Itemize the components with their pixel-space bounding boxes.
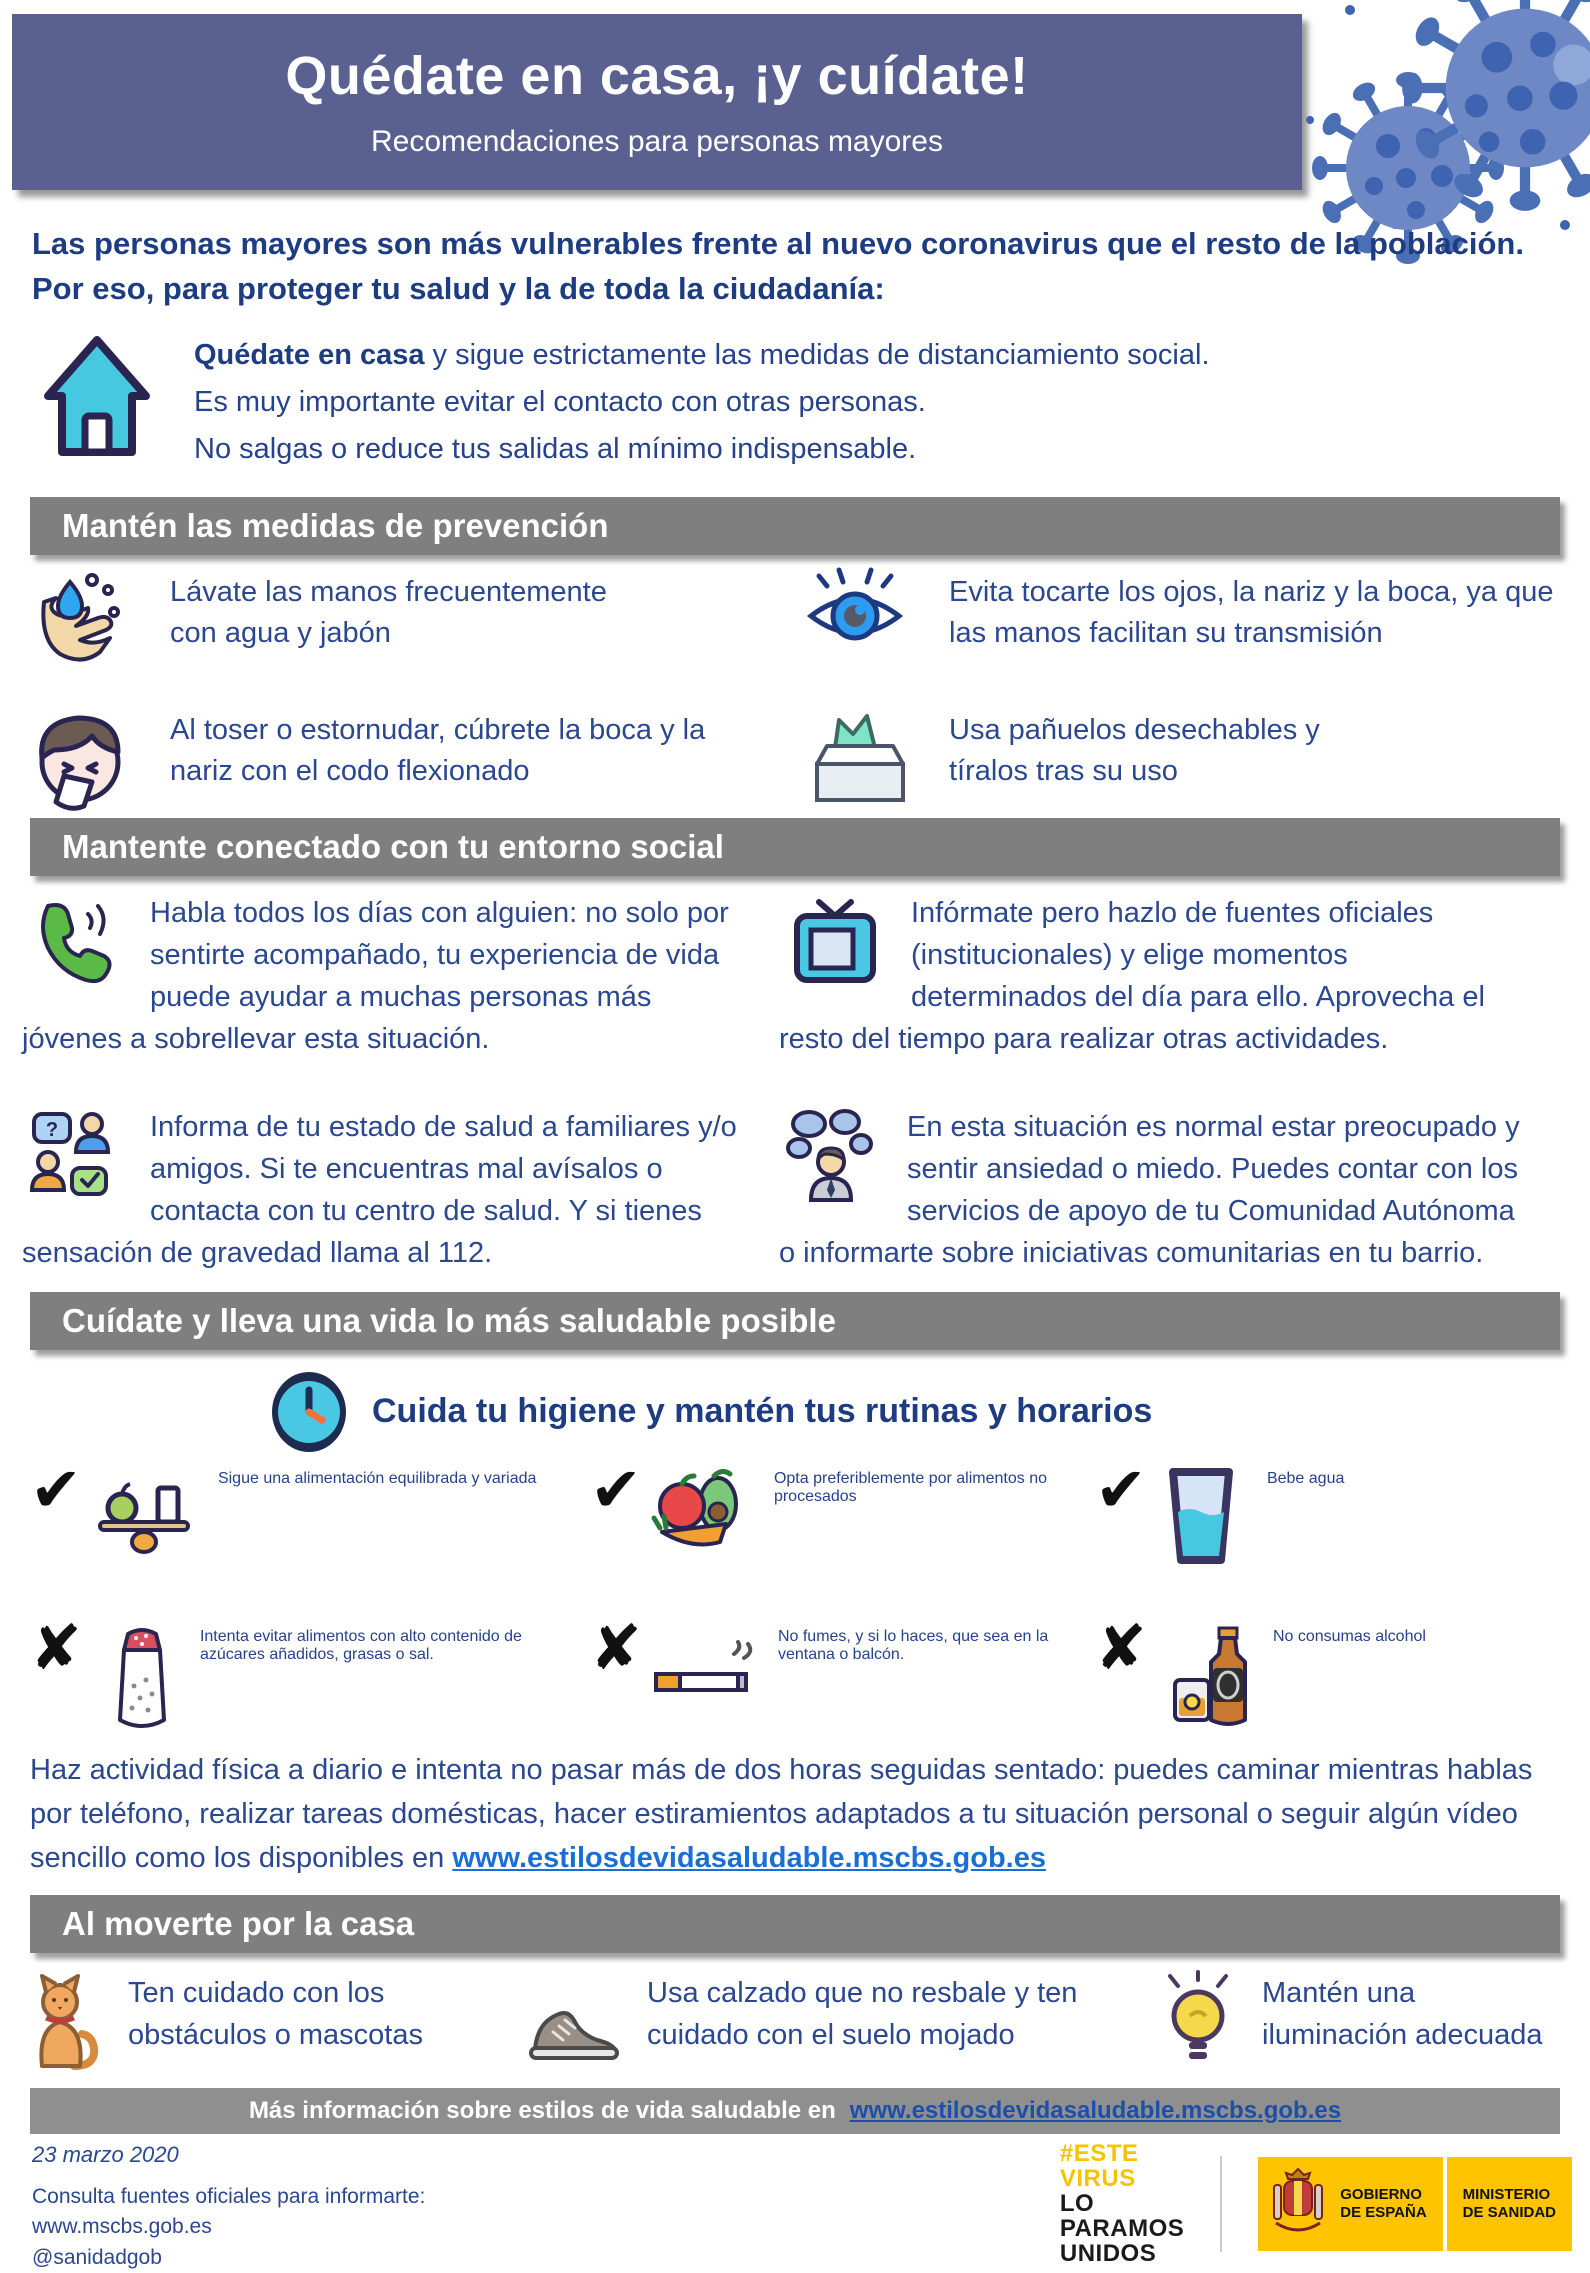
social-item-text: Habla todos los días con alguien: no solo por sentirte acompañado, tu experiencia de vida puede ayudar a muchas personas más jóvenes a sobrellevar esta situación. — [22, 897, 729, 1056]
campaign-line: #ESTE — [1059, 2140, 1139, 2167]
footer-logos — [1060, 2142, 1572, 2267]
check-item-no-smoking — [590, 1611, 1095, 1734]
healthy-lifestyle-link[interactable]: www.estilosdevidasaludable.mscbs.gob.es — [452, 1842, 1046, 1875]
cat-icon — [30, 1972, 102, 2072]
svg-text:?: ? — [45, 1119, 59, 1142]
campaign-line: PARAMOS — [1059, 2214, 1185, 2242]
footer-sources — [32, 2142, 1060, 2273]
prevention-item-wash-hands — [30, 572, 805, 668]
more-info-text: Más información sobre estilos de vida saludable en — [248, 2097, 836, 2124]
moving-item-text: Ten cuidado con los obstáculos o mascotas — [128, 1977, 423, 2052]
campaign-line: UNIDOS — [1059, 2239, 1157, 2267]
check-item-no-alcohol — [1095, 1611, 1565, 1734]
footer-consult: Consulta fuentes oficiales para informarte: — [32, 2185, 426, 2208]
stay-home-line1: y sigue estrictamente las medidas de distanciamiento social. — [424, 339, 1210, 371]
moving-item-lighting — [1160, 1972, 1575, 2072]
cross-icon: ✘ — [590, 1611, 642, 1684]
section-title-social: Mantente conectado con tu entorno social — [30, 818, 1560, 876]
section-title-healthy: Cuídate y lleva una vida lo más saludable posible — [30, 1292, 1560, 1350]
alcohol-icon — [1167, 1624, 1251, 1734]
lightbulb-icon — [1160, 1972, 1236, 2072]
check-item-avoid-sugar-fat-salt — [30, 1611, 590, 1734]
stay-home-text — [194, 332, 1210, 473]
prevention-item-text: Lávate las manos frecuentemente con agua y jabón — [170, 576, 607, 649]
ministry-name-line: DE SANIDAD — [1462, 2204, 1556, 2222]
social-item-text: Informa de tu estado de salud a familiares y/o amigos. Si te encuentras mal avísalos o contacta con tu centro de salud. Y si tienes sensación de gravedad llama al 112. — [22, 1111, 737, 1270]
fruits-icon — [652, 1466, 752, 1566]
intro-paragraph: Las personas mayores son más vulnerables frente al nuevo coronavirus que el resto de la población. Por eso, para proteger tu salud y la de toda la ciudadanía: — [32, 226, 1524, 306]
moving-item-text: Mantén una iluminación adecuada — [1262, 1977, 1543, 2052]
stay-home-line2: Es muy importante evitar el contacto con otras personas. — [194, 385, 926, 418]
cross-icon: ✘ — [1095, 1611, 1147, 1684]
people-chat-icon — [30, 1110, 122, 1202]
check-item-text: Opta preferiblemente por alimentos no procesados — [773, 1470, 1047, 1505]
cross-icon: ✘ — [30, 1611, 82, 1684]
check-item-drink-water — [1095, 1453, 1565, 1566]
tissue-box-icon — [805, 706, 905, 806]
moving-section — [30, 1972, 1575, 2072]
ministry-name-line: MINISTERIO — [1462, 2185, 1551, 2203]
moving-item-obstacles — [30, 1972, 525, 2072]
check-item-text: Bebe agua — [1266, 1470, 1345, 1487]
water-glass-icon — [1157, 1466, 1245, 1566]
footer-website: www.mscbs.gob.es — [32, 2215, 212, 2239]
footer — [32, 2142, 1572, 2273]
prevention-item-tissues — [805, 710, 1575, 810]
hygiene-heading: Cuida tu higiene y mantén tus rutinas y horarios — [372, 1391, 1153, 1430]
check-item-text: No consumas alcohol — [1272, 1628, 1426, 1645]
social-item-talk-daily — [22, 892, 737, 1060]
check-item-text: Sigue una alimentación equilibrada y variada — [217, 1470, 537, 1487]
shoe-icon — [525, 1998, 621, 2064]
spain-coat-of-arms-icon — [1270, 2167, 1326, 2241]
page-title: Quédate en casa, ¡y cuídate! — [285, 46, 1029, 106]
social-section — [22, 892, 1524, 1274]
campaign-line: VIRUS — [1059, 2164, 1136, 2192]
stay-home-line3: No salgas o reduce tus salidas al mínimo indispensable. — [194, 432, 917, 465]
social-item-anxiety-support — [779, 1106, 1524, 1274]
campaign-line: LO — [1059, 2189, 1095, 2217]
cigarette-icon — [652, 1640, 756, 1710]
moving-item-footwear — [525, 1972, 1160, 2072]
footer-divider — [1220, 2156, 1222, 2252]
healthy-checklist — [30, 1453, 1575, 1734]
government-name — [1340, 2186, 1426, 2224]
phone-icon — [30, 896, 122, 988]
check-item-text: No fumes, y si lo haces, que sea en la ventana o balcón. — [777, 1628, 1049, 1663]
coronavirus-icon — [1290, 0, 1590, 238]
hygiene-heading-block — [268, 1368, 1152, 1454]
check-item-unprocessed-food — [590, 1453, 1095, 1566]
social-item-text: Infórmate pero hazlo de fuentes oficiales (institucionales) y elige momentos determinados del día para ello. Aprovecha el resto del tiempo para realizar otras actividades. — [779, 897, 1485, 1056]
sneeze-icon — [30, 706, 130, 810]
prevention-grid — [30, 572, 1575, 810]
more-info-bar — [30, 2088, 1560, 2134]
clock-icon — [268, 1368, 350, 1454]
prevention-item-avoid-touching — [805, 572, 1575, 668]
worried-person-icon — [787, 1110, 879, 1202]
check-item-balanced-diet — [30, 1453, 590, 1566]
handwash-icon — [30, 568, 130, 668]
page-subtitle: Recomendaciones para personas mayores — [371, 125, 943, 158]
stay-home-bold: Quédate en casa — [194, 339, 425, 371]
ministry-name — [1463, 2186, 1556, 2224]
stay-home-block — [38, 332, 1210, 473]
activity-paragraph — [30, 1748, 1570, 1880]
balance-scale-icon — [92, 1466, 196, 1566]
social-item-inform-family — [22, 1106, 737, 1274]
prevention-item-text: Evita tocarte los ojos, la nariz y la boca, ya que las manos facilitan su transmisión — [949, 576, 1554, 649]
salt-shaker-icon — [106, 1624, 178, 1734]
tv-icon — [787, 896, 883, 988]
prevention-item-text: Al toser o estornudar, cúbrete la boca y la nariz con el codo flexionado — [170, 714, 706, 787]
more-info-link[interactable]: www.estilosdevidasaludable.mscbs.gob.es — [849, 2097, 1342, 2124]
footer-handle: @sanidadgob — [32, 2245, 162, 2269]
header-banner — [12, 14, 1302, 190]
government-name-line: DE ESPAÑA — [1340, 2204, 1427, 2222]
social-item-text: En esta situación es normal estar preocupado y sentir ansiedad o miedo. Puedes contar con los servicios de apoyo de tu Comunidad Autónoma o informarte sobre iniciativas comunitarias en tu barrio. — [779, 1111, 1520, 1270]
check-icon: ✔ — [1095, 1453, 1147, 1526]
house-icon — [38, 332, 156, 473]
government-name-line: GOBIERNO — [1340, 2185, 1422, 2203]
section-title-prevention: Mantén las medidas de prevención — [30, 497, 1560, 555]
check-icon: ✔ — [590, 1453, 642, 1526]
activity-text: Haz actividad física a diario e intenta no pasar más de dos horas seguidas sentado: puedes caminar mientras hablas por teléfono, realizar tareas domésticas, hacer estiramientos adaptados a tu situación personal o seguir algún vídeo sencillo como los disponibles en — [30, 1754, 1533, 1875]
eye-icon — [805, 568, 905, 658]
prevention-item-cover-cough — [30, 710, 805, 810]
check-icon: ✔ — [30, 1453, 82, 1526]
campaign-logo — [1060, 2142, 1184, 2267]
government-logo — [1258, 2157, 1572, 2251]
footer-date: 23 marzo 2020 — [32, 2142, 179, 2167]
moving-item-text: Usa calzado que no resbale y ten cuidado con el suelo mojado — [647, 1977, 1078, 2052]
prevention-item-text: Usa pañuelos desechables y tíralos tras su uso — [949, 714, 1320, 787]
check-item-text: Intenta evitar alimentos con alto contenido de azúcares añadidos, grasas o sal. — [199, 1628, 522, 1663]
section-title-moving: Al moverte por la casa — [30, 1895, 1560, 1953]
social-item-official-sources — [779, 892, 1524, 1060]
